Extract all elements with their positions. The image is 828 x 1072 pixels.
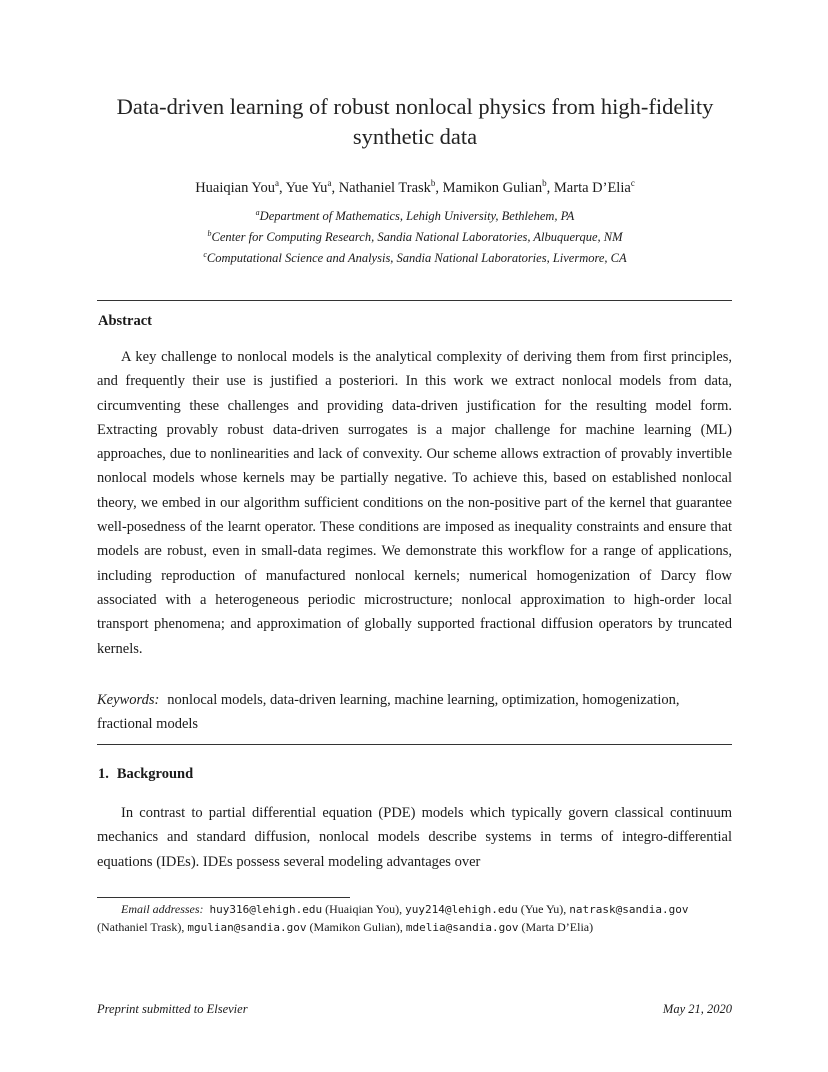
affiliation-list: [98, 204, 732, 267]
email-link[interactable]: huy316@lehigh.edu: [209, 903, 323, 916]
email-footnote: Email addresses: huy316@lehigh.edu (Huaiqian You), yuy214@lehigh.edu (Yue Yu), natrask@sandia.gov (Nathaniel Trask), mgulian@sandia.gov (Mamikon Gulian), mdelia@sandia.gov (Marta D’Elia): [97, 902, 689, 934]
footnote-label: Email addresses:: [121, 902, 204, 916]
section-number: 1.: [98, 766, 109, 782]
footnote-rule: [97, 897, 350, 898]
section-heading: [98, 766, 193, 783]
abstract-heading: Abstract: [98, 313, 152, 329]
keywords-label: Keywords:: [97, 692, 160, 708]
footer-date: May 21, 2020: [662, 1002, 732, 1016]
keywords: [97, 688, 732, 736]
author: Mamikon Gulian$^b$: [442, 178, 547, 196]
author: Yue Yu$^a$: [285, 178, 332, 196]
abstract-bottom-rule: [97, 744, 732, 745]
abstract-text: A key challenge to nonlocal models is the analytical complexity of deriving them from first principles, and frequently their use is justified a posteriori. In this work we extract nonlocal models from data, circumventing these challenges and providing data-driven justification for the resulting model form. Extracting provably robust data-driven surrogates is a major challenge for machine learning (ML) approaches, due to nonlinearities and lack of convexity. Our scheme allows extraction of provably invertible nonlocal models whose kernels may be partially negative. To achieve this, based on established nonlocal theory, we embed in our algorithm sufficient conditions on the non-positive part of the kernel that guarantee well-posedness of the learnt operator. These conditions are imposed as inequality constraints and ensure that models are robust, even in small-data regimes. We demonstrate this workflow for a range of applications, including reproduction of manufactured nonlocal kernels; numerical homogenization of Darcy flow associated with a heterogeneous periodic microstructure; nonlocal approximation to high-order local transport phenomena; and approximation of globally supported fractional diffusion operators by truncated kernels.: [97, 349, 732, 657]
email-link[interactable]: mdelia@sandia.gov: [405, 920, 519, 934]
affiliation: $^a$Department of Mathematics, Lehigh University, Bethlehem, PA: [255, 208, 575, 224]
section-text: In contrast to partial differential equation (PDE) models which typically govern classical continuum mechanics and standard diffusion, nonlocal models describe systems in terms of integro-differential equations (IDEs). IDEs possess several modeling advantages over: [97, 805, 732, 870]
author-list: Huaiqian You$^a$, Yue Yu$^a$, Nathaniel Trask$^b$, Mamikon Gulian$^b$, Marta D’Elia$^c$: [195, 178, 635, 196]
author: Nathaniel Trask$^b$: [338, 178, 436, 196]
footer-journal: Preprint submitted to Elsevier: [97, 1002, 248, 1016]
keywords-text: nonlocal models, data-driven learning, machine learning, optimization, homogenization, fractional models: [97, 692, 680, 732]
author: Huaiqian You$^a$: [195, 178, 279, 196]
email-link[interactable]: mgulian@sandia.gov: [187, 920, 307, 934]
email-link[interactable]: natrask@sandia.gov: [569, 903, 689, 916]
abstract-top-rule: [97, 300, 732, 301]
paper-title: Data-driven learning of robust nonlocal physics from high-fidelity synthetic data: [116, 94, 714, 149]
section-title: Background: [116, 766, 194, 782]
email-link[interactable]: yuy214@lehigh.edu: [405, 903, 518, 916]
affiliation: $^c$Computational Science and Analysis, Sandia National Laboratories, Livermore, CA: [203, 250, 627, 266]
affiliation: $^b$Center for Computing Research, Sandia National Laboratories, Albuquerque, NM: [207, 229, 623, 245]
author: Marta D’Elia$^c$: [553, 178, 635, 196]
